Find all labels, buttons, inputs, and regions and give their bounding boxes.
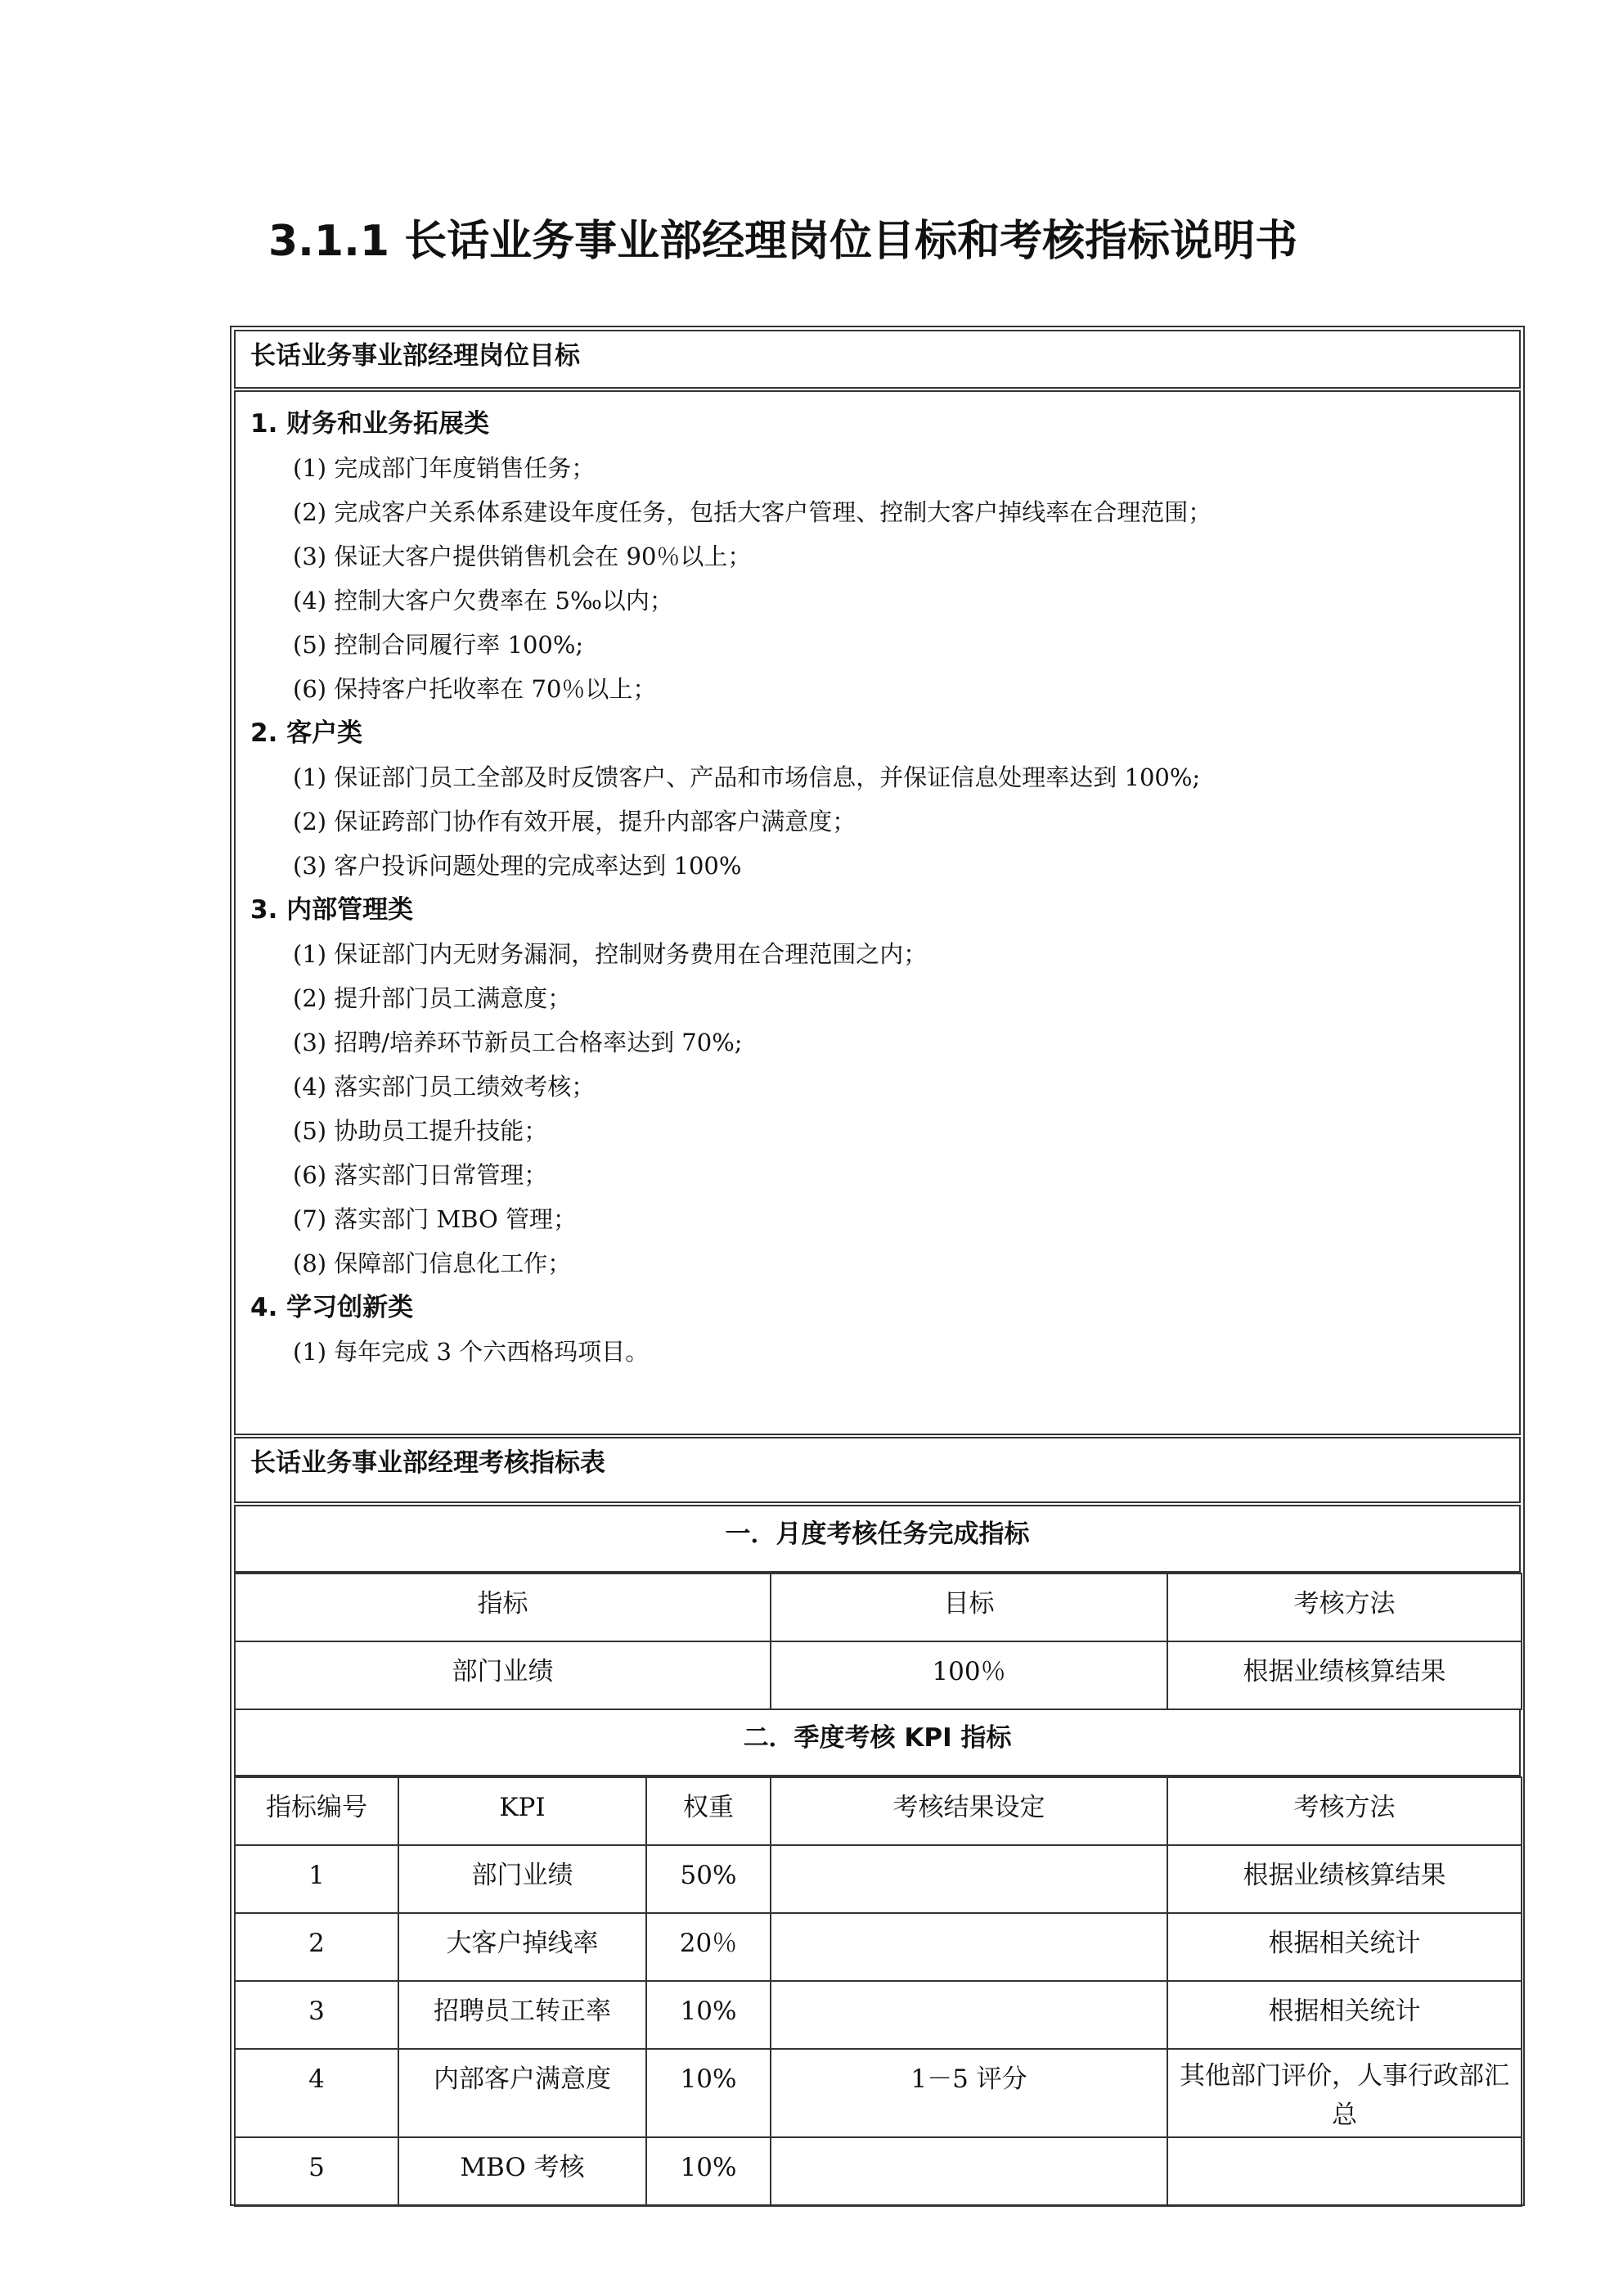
goals-content xyxy=(234,390,1521,1435)
goal-category-title: 3. 内部管理类 xyxy=(250,895,414,925)
table-cell xyxy=(771,1913,1167,1981)
table-cell: 根据业绩核算结果 xyxy=(1167,1641,1522,1709)
table-cell: 根据相关统计 xyxy=(1167,1981,1522,2049)
table-cell: 3 xyxy=(235,1981,398,2049)
table-cell: 部门业绩 xyxy=(235,1641,771,1709)
goal-item: (3) 客户投诉问题处理的完成率达到 100% xyxy=(293,852,742,880)
table-row xyxy=(235,1981,1522,2049)
table-cell xyxy=(771,1981,1167,2049)
table-cell: 10% xyxy=(646,2049,771,2137)
goal-item: (4) 落实部门员工绩效考核； xyxy=(293,1073,596,1101)
table-cell: 根据相关统计 xyxy=(1167,1913,1522,1981)
goal-item: (7) 落实部门 MBO 管理； xyxy=(293,1205,578,1233)
table-header-row xyxy=(235,1573,1522,1641)
goal-item: (6) 落实部门日常管理； xyxy=(293,1161,548,1189)
goal-item: (1) 每年完成 3 个六西格玛项目。 xyxy=(293,1338,650,1366)
table-cell: 20％ xyxy=(646,1913,771,1981)
goal-category-title: 1. 财务和业务拓展类 xyxy=(250,409,490,439)
goal-item: (2) 提升部门员工满意度； xyxy=(293,984,572,1012)
table-cell xyxy=(1167,2137,1522,2206)
column-header: 指标 xyxy=(235,1573,771,1641)
column-header: 考核方法 xyxy=(1167,1573,1522,1641)
goal-item: (6) 保持客户托收率在 70％以上； xyxy=(293,675,657,703)
monthly-kpi-table xyxy=(234,1573,1522,1710)
table-cell: 50% xyxy=(646,1845,771,1913)
goal-item: (4) 控制大客户欠费率在 5‰以内； xyxy=(293,587,673,615)
quarterly-kpi-table xyxy=(234,1776,1522,2207)
table-row xyxy=(235,1641,1522,1709)
page-title: 3.1.1 长话业务事业部经理岗位目标和考核指标说明书 xyxy=(268,217,1298,266)
goal-item: (1) 保证部门内无财务漏洞，控制财务费用在合理范围之内； xyxy=(293,940,928,968)
table-cell: 100％ xyxy=(771,1641,1167,1709)
goal-item: (3) 保证大客户提供销售机会在 90％以上； xyxy=(293,542,752,570)
table-cell: 其他部门评价，人事行政部汇总 xyxy=(1167,2049,1522,2137)
goal-item: (2) 完成客户关系体系建设年度任务，包括大客户管理、控制大客户掉线率在合理范围； xyxy=(293,498,1212,526)
goal-item: (1) 完成部门年度销售任务； xyxy=(293,454,596,482)
table-cell: 5 xyxy=(235,2137,398,2206)
quarterly-kpi-title: 二．季度考核 KPI 指标 xyxy=(234,1708,1521,1776)
table-cell: 10% xyxy=(646,1981,771,2049)
column-header: KPI xyxy=(398,1777,646,1845)
goal-item: (8) 保障部门信息化工作； xyxy=(293,1249,572,1277)
kpi-section-header: 长话业务事业部经理考核指标表 xyxy=(234,1437,1521,1503)
table-cell: 10% xyxy=(646,2137,771,2206)
table-row xyxy=(235,2049,1522,2137)
table-cell: 招聘员工转正率 xyxy=(398,1981,646,2049)
column-header: 权重 xyxy=(646,1777,771,1845)
table-cell xyxy=(771,2137,1167,2206)
goals-section-header: 长话业务事业部经理岗位目标 xyxy=(234,330,1521,389)
table-cell: 部门业绩 xyxy=(398,1845,646,1913)
table-cell: 内部客户满意度 xyxy=(398,2049,646,2137)
column-header: 考核方法 xyxy=(1167,1777,1522,1845)
goal-item: (5) 协助员工提升技能； xyxy=(293,1117,548,1145)
table-cell xyxy=(771,1845,1167,1913)
table-header-row xyxy=(235,1777,1522,1845)
goal-item: (3) 招聘/培养环节新员工合格率达到 70%; xyxy=(293,1029,743,1056)
goal-item: (2) 保证跨部门协作有效开展，提升内部客户满意度； xyxy=(293,808,856,835)
column-header: 考核结果设定 xyxy=(771,1777,1167,1845)
table-cell: 2 xyxy=(235,1913,398,1981)
table-cell: 大客户掉线率 xyxy=(398,1913,646,1981)
table-row xyxy=(235,1913,1522,1981)
goal-item: (5) 控制合同履行率 100%; xyxy=(293,631,584,659)
table-cell: 根据业绩核算结果 xyxy=(1167,1845,1522,1913)
table-row xyxy=(235,2137,1522,2206)
column-header: 目标 xyxy=(771,1573,1167,1641)
table-row xyxy=(235,1845,1522,1913)
goal-category-title: 4. 学习创新类 xyxy=(250,1293,414,1322)
table-cell: MBO 考核 xyxy=(398,2137,646,2206)
monthly-kpi-title: 一．月度考核任务完成指标 xyxy=(234,1505,1521,1573)
table-cell: 1 xyxy=(235,1845,398,1913)
goal-category-title: 2. 客户类 xyxy=(250,718,363,748)
goal-item: (1) 保证部门员工全部及时反馈客户、产品和市场信息，并保证信息处理率达到 100%; xyxy=(293,763,1201,791)
column-header: 指标编号 xyxy=(235,1777,398,1845)
table-cell: 1－5 评分 xyxy=(771,2049,1167,2137)
table-cell: 4 xyxy=(235,2049,398,2137)
